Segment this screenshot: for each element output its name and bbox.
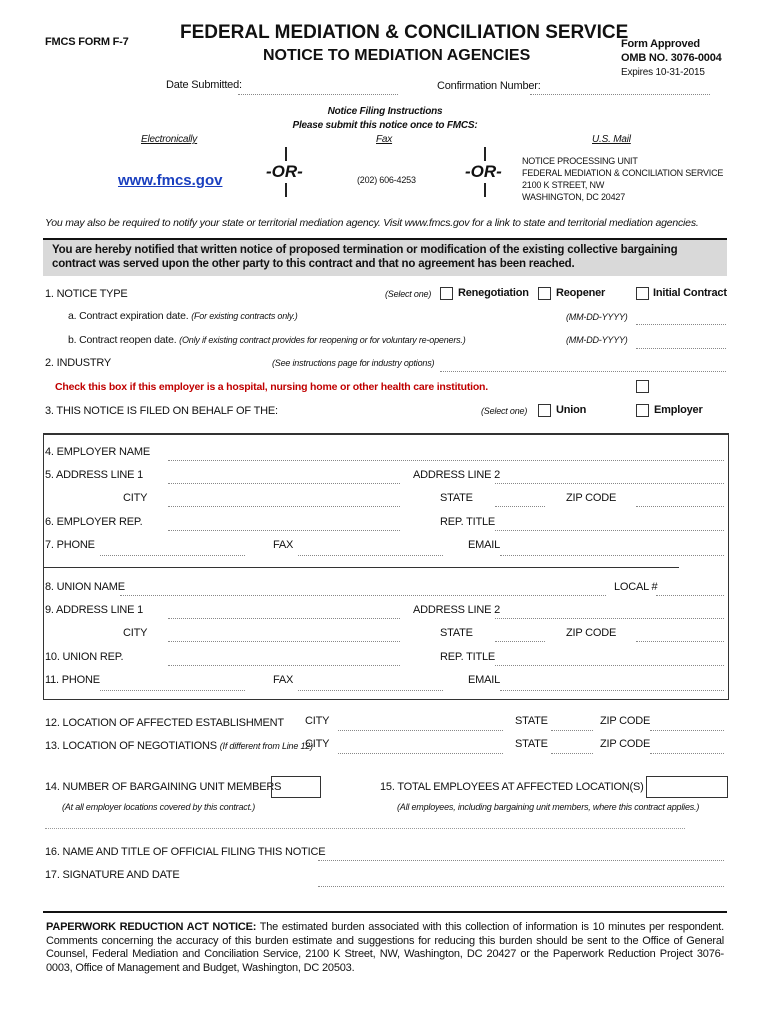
form-approved: Form Approved <box>621 38 700 50</box>
industry-field[interactable] <box>440 357 726 372</box>
union-state-label: STATE <box>440 627 473 639</box>
fax-number: (202) 606-4253 <box>357 175 416 185</box>
employer-state-label: STATE <box>440 492 473 504</box>
notice-banner-text: You are hereby notified that written notice of proposed termination or modification of the existing collective bargaining contract was served upon the other party to this contract and that no agreement has been reached. <box>52 244 678 270</box>
union-state-field[interactable] <box>495 627 545 642</box>
union-rep-title-label: REP. TITLE <box>440 651 496 663</box>
employer-email-field[interactable] <box>500 541 724 556</box>
hospital-note: Check this box if this employer is a hospital, nursing home or other health care institution. <box>55 381 488 393</box>
divider-bar <box>484 183 486 197</box>
select-one-note: (Select one) <box>385 289 432 299</box>
omb-number: OMB NO. 3076-0004 <box>621 52 722 64</box>
union-local-field[interactable] <box>656 581 724 596</box>
bargaining-members-field[interactable] <box>271 776 321 798</box>
section-divider <box>43 567 679 568</box>
fmcs-website-link[interactable]: www.fmcs.gov <box>118 172 223 189</box>
affected-zip-field[interactable] <box>650 716 724 731</box>
employer-state-field[interactable] <box>495 492 545 507</box>
reopener-checkbox[interactable] <box>538 287 551 300</box>
negotiation-location-text: 13. LOCATION OF NEGOTIATIONS <box>45 740 217 752</box>
total-employees-note: (All employees, including bargaining unit members, where this contract applies.) <box>397 802 700 812</box>
union-rep-field[interactable] <box>168 651 400 666</box>
affected-state-label: STATE <box>515 715 548 727</box>
date-submitted-field[interactable] <box>238 80 398 95</box>
employer-zip-field[interactable] <box>636 492 724 507</box>
employer-city-label: CITY <box>123 492 148 504</box>
reopen-date-label <box>68 334 466 346</box>
employer-email-label: EMAIL <box>468 539 501 551</box>
employer-label: Employer <box>654 404 703 416</box>
reopen-note: (Only if existing contract provides for reopening or for voluntary re-openers.) <box>179 335 466 345</box>
union-city-label: CITY <box>123 627 148 639</box>
employer-name-field[interactable] <box>168 446 724 461</box>
initial-contract-checkbox[interactable] <box>636 287 649 300</box>
employer-checkbox[interactable] <box>636 404 649 417</box>
date-format-hint: (MM-DD-YYYY) <box>566 335 628 345</box>
agency-title: FEDERAL MEDIATION & CONCILIATION SERVICE <box>180 22 629 43</box>
union-rep-title-field[interactable] <box>495 651 724 666</box>
expiration-date-label <box>68 310 298 322</box>
reopen-date-field[interactable] <box>636 334 726 349</box>
divider-bar <box>484 147 486 161</box>
bargaining-members-note: (At all employer locations covered by this contract.) <box>62 802 255 812</box>
union-rep-label: 10. UNION REP. <box>45 651 124 663</box>
industry-note: (See instructions page for industry options) <box>272 358 435 368</box>
divider-bar <box>285 183 287 197</box>
employer-address1-label: 5. ADDRESS LINE 1 <box>45 469 144 481</box>
employer-address1-field[interactable] <box>168 469 400 484</box>
mail-line: FEDERAL MEDIATION & CONCILIATION SERVICE <box>522 168 724 178</box>
employer-address2-field[interactable] <box>495 469 724 484</box>
negotiation-city-field[interactable] <box>338 739 503 754</box>
total-employees-label: 15. TOTAL EMPLOYEES AT AFFECTED LOCATION(S) <box>380 781 644 793</box>
form-id: FMCS FORM F-7 <box>45 36 129 48</box>
or-separator: -OR- <box>465 162 502 181</box>
expires-date: Expires 10-31-2015 <box>621 67 705 78</box>
bargaining-members-label: 14. NUMBER OF BARGAINING UNIT MEMBERS <box>45 781 282 793</box>
union-city-field[interactable] <box>168 627 400 642</box>
divider-bar <box>285 147 287 161</box>
negotiation-city-label: CITY <box>305 738 330 750</box>
instructions-subtitle: Please submit this notice once to FMCS: <box>292 120 478 131</box>
affected-location-label: 12. LOCATION OF AFFECTED ESTABLISHMENT <box>45 717 284 729</box>
union-fax-field[interactable] <box>298 676 443 691</box>
negotiation-state-label: STATE <box>515 738 548 750</box>
employer-fax-field[interactable] <box>298 541 443 556</box>
union-zip-label: ZIP CODE <box>566 627 617 639</box>
employer-name-label: 4. EMPLOYER NAME <box>45 446 150 458</box>
mail-label: U.S. Mail <box>592 134 631 145</box>
mail-line: WASHINGTON, DC 20427 <box>522 192 626 202</box>
union-email-field[interactable] <box>500 676 724 691</box>
instructions-title: Notice Filing Instructions <box>327 106 443 117</box>
select-one-note: (Select one) <box>481 406 528 416</box>
affected-state-field[interactable] <box>551 716 593 731</box>
renegotiation-checkbox[interactable] <box>440 287 453 300</box>
union-phone-label: 11. PHONE <box>45 674 100 686</box>
employer-rep-title-label: REP. TITLE <box>440 516 496 528</box>
union-address1-label: 9. ADDRESS LINE 1 <box>45 604 144 616</box>
date-format-hint: (MM-DD-YYYY) <box>566 312 628 322</box>
affected-city-label: CITY <box>305 715 330 727</box>
form-subtitle: NOTICE TO MEDIATION AGENCIES <box>263 47 531 64</box>
expiration-date-field[interactable] <box>636 310 726 325</box>
state-agency-note: You may also be required to notify your state or territorial mediation agency. Visit www.fmcs.gov for a link to state and territorial mediation agencies. <box>45 217 699 229</box>
signature-date-label: 17. SIGNATURE AND DATE <box>45 869 180 881</box>
union-zip-field[interactable] <box>636 627 724 642</box>
union-address2-label: ADDRESS LINE 2 <box>413 604 501 616</box>
electronic-label: Electronically <box>141 134 198 145</box>
employer-city-field[interactable] <box>168 492 400 507</box>
mail-line: NOTICE PROCESSING UNIT <box>522 156 638 166</box>
negotiation-location-note: (If different from Line 12) <box>219 741 313 751</box>
union-phone-field[interactable] <box>100 676 245 691</box>
negotiation-location-label <box>45 740 313 752</box>
or-separator: -OR- <box>266 162 303 181</box>
employer-fax-label: FAX <box>273 539 294 551</box>
union-checkbox[interactable] <box>538 404 551 417</box>
employer-rep-label: 6. EMPLOYER REP. <box>45 516 143 528</box>
notice-banner <box>43 238 727 276</box>
employer-zip-label: ZIP CODE <box>566 492 617 504</box>
hospital-checkbox[interactable] <box>636 380 649 393</box>
union-local-label: LOCAL # <box>614 581 658 593</box>
union-address2-field[interactable] <box>495 604 724 619</box>
employer-rep-field[interactable] <box>168 516 400 531</box>
paperwork-body: The estimated burden associated with this collection of information is 10 minutes per respondent. Comments concerning the accuracy of this burden estimate and suggestions for reducing this burden should be sent to the Office of General Counsel, Federal Mediation and Conciliation Service, 2100 K Street, NW, Washington, DC 20427 or the Paperwork Reduction Project 3076-0003, Office of Management and Budget, Washington, DC 20503. <box>46 921 724 974</box>
expiration-label-text: a. Contract expiration date. <box>68 310 189 322</box>
union-address1-field[interactable] <box>168 604 400 619</box>
official-name-label: 16. NAME AND TITLE OF OFFICIAL FILING THIS NOTICE <box>45 846 326 858</box>
mail-line: 2100 K STREET, NW <box>522 180 605 190</box>
paperwork-notice <box>43 911 727 985</box>
fax-label: Fax <box>376 134 393 145</box>
confirmation-field[interactable] <box>530 80 710 95</box>
renegotiation-label: Renegotiation <box>458 287 529 299</box>
signature-date-field[interactable] <box>318 872 724 887</box>
paperwork-notice-text <box>43 913 727 975</box>
confirmation-label: Confirmation Number: <box>437 80 541 92</box>
employer-phone-label: 7. PHONE <box>45 539 95 551</box>
employer-phone-field[interactable] <box>100 541 245 556</box>
union-fax-label: FAX <box>273 674 294 686</box>
union-label: Union <box>556 404 587 416</box>
negotiation-zip-label: ZIP CODE <box>600 738 651 750</box>
employer-address2-label: ADDRESS LINE 2 <box>413 469 501 481</box>
date-submitted-label: Date Submitted: <box>166 79 242 91</box>
union-name-label: 8. UNION NAME <box>45 581 125 593</box>
affected-zip-label: ZIP CODE <box>600 715 651 727</box>
divider-line <box>45 828 685 829</box>
union-email-label: EMAIL <box>468 674 501 686</box>
official-name-field[interactable] <box>318 846 724 861</box>
employer-rep-title-field[interactable] <box>495 516 724 531</box>
reopen-label-text: b. Contract reopen date. <box>68 334 177 346</box>
total-employees-field[interactable] <box>646 776 728 798</box>
paperwork-heading: PAPERWORK REDUCTION ACT NOTICE: <box>46 921 257 933</box>
union-name-field[interactable] <box>120 581 606 596</box>
industry-label: 2. INDUSTRY <box>45 357 112 369</box>
affected-city-field[interactable] <box>338 716 503 731</box>
expiration-note: (For existing contracts only.) <box>191 311 298 321</box>
notice-type-label: 1. NOTICE TYPE <box>45 288 128 300</box>
initial-contract-label: Initial Contract <box>653 287 727 299</box>
reopener-label: Reopener <box>556 287 606 299</box>
mailing-address <box>522 155 723 203</box>
filed-on-behalf-label: 3. THIS NOTICE IS FILED ON BEHALF OF THE: <box>45 405 278 417</box>
negotiation-state-field[interactable] <box>551 739 593 754</box>
negotiation-zip-field[interactable] <box>650 739 724 754</box>
